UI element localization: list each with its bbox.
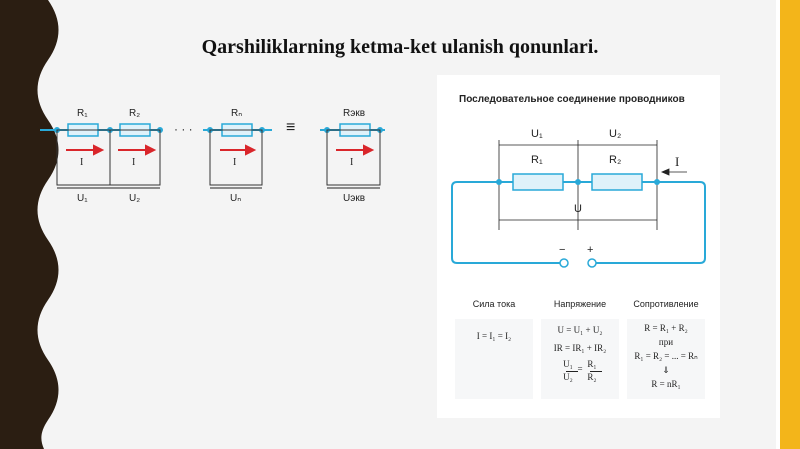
voltage-ratio-numerator: U₁ [563, 359, 573, 369]
slide-title: Qarshiliklarning ketma-ket ulanish qonunlari. [201, 36, 599, 58]
resistance-law-1: R = R₁ + R₂ [644, 323, 688, 333]
u1-label: U₁ [531, 128, 543, 140]
minus-terminal: − [559, 244, 566, 256]
equivalent-sign: ≡ [286, 119, 296, 136]
rn-label: Rₙ [231, 108, 243, 119]
laws-table [451, 293, 709, 403]
current-label-n: I [233, 157, 237, 168]
resistance-header: Сопротивление [633, 299, 699, 309]
r1-label: R₁ [77, 108, 88, 119]
voltage-column [537, 293, 623, 403]
voltage-ratio-r-denominator: R₂ [587, 372, 597, 382]
voltage-law-1: U = U₁ + U₂ [557, 325, 603, 335]
voltage-header: Напряжение [553, 299, 607, 309]
resistance-law-3: R₁ = R₂ = ... = Rₙ [634, 351, 698, 361]
current-label-1: I [80, 157, 84, 168]
voltage-ratio-r-numerator: R₁ [587, 359, 597, 369]
u1-label: U₁ [77, 193, 88, 204]
current-label-eq: I [350, 157, 354, 168]
u2-label: U₂ [609, 128, 622, 140]
current-law: I = I₁ = I₂ [476, 331, 512, 341]
req-label: Rэкв [343, 108, 366, 119]
u2-label: U₂ [129, 193, 141, 204]
resistance-law-2: при [658, 337, 674, 347]
series-connection-card [437, 75, 720, 418]
resistance-arrow: ⇓ [662, 365, 670, 375]
un-label: Uₙ [230, 193, 242, 204]
voltage-ratio-denominator: U₂ [563, 372, 573, 382]
r2-label: R₂ [609, 154, 622, 166]
card-title: Последовательное соединение проводников [459, 94, 685, 105]
voltage-law-2: IR = IR₁ + IR₂ [553, 343, 607, 353]
r2-label: R₂ [129, 108, 141, 119]
current-label: I [675, 154, 680, 169]
current-column [451, 293, 537, 403]
total-voltage-label: U [574, 203, 582, 215]
ellipsis: · · · [174, 122, 193, 136]
r1-label: R₁ [531, 154, 543, 166]
current-header: Сила тока [472, 299, 516, 309]
wavy-border-decoration [0, 0, 70, 449]
plus-terminal: + [587, 244, 594, 256]
resistance-column [623, 293, 709, 403]
current-label-2: I [132, 157, 136, 168]
ueq-label: Uэкв [343, 193, 366, 204]
accent-bar-edge [776, 0, 780, 449]
accent-bar [780, 0, 800, 449]
resistance-law-4: R = nR₁ [651, 379, 681, 389]
voltage-ratio-equals: = [577, 364, 583, 374]
